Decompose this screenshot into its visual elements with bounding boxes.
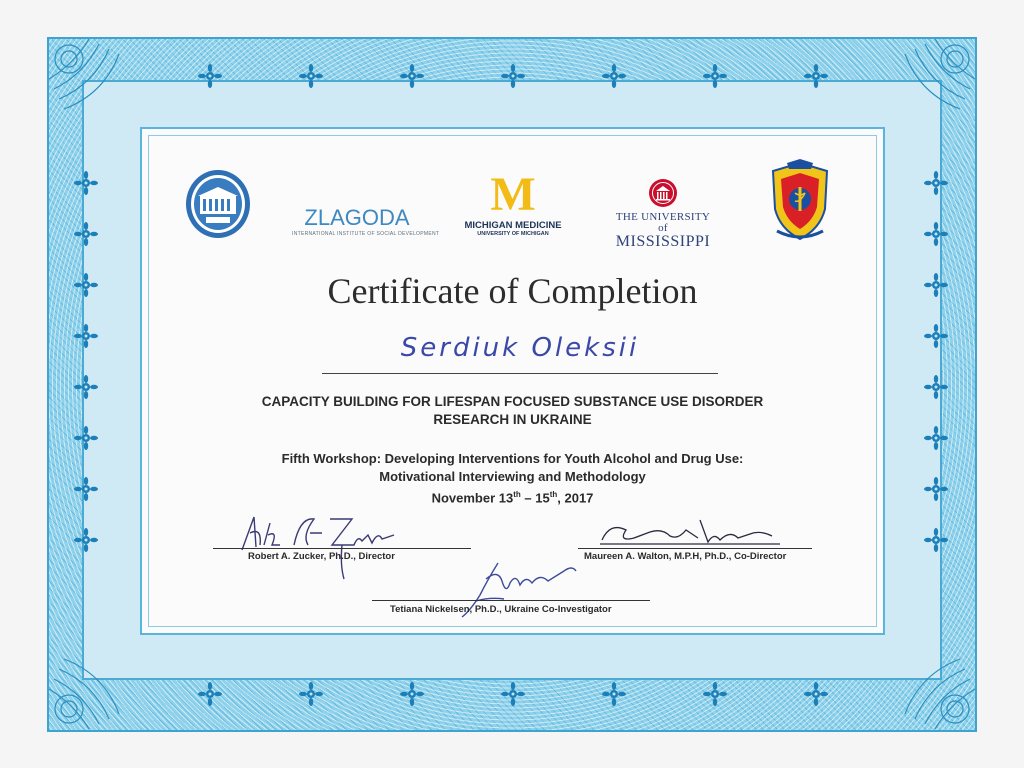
rosette-icon — [924, 171, 948, 195]
rosette-icon — [74, 375, 98, 399]
workshop-description — [160, 450, 865, 507]
rosette-icon — [74, 426, 98, 450]
program-title-line2: RESEARCH IN UKRAINE — [433, 412, 592, 427]
rosette-icon — [804, 64, 828, 88]
rosette-icon — [299, 682, 323, 706]
date-sup: th — [549, 490, 558, 499]
recipient-name-line — [322, 333, 718, 374]
corner-ornament-icon — [44, 644, 134, 734]
signatory-right: Maureen A. Walton, M.P.H, Ph.D., Co-Director — [584, 551, 787, 562]
signatory-center: Tetiana Nickelsen, Ph.D., Ukraine Co-Investigator — [390, 604, 612, 615]
recipient-name: Serdiuk Oleksii — [400, 333, 640, 363]
michigan-line2: UNIVERSITY OF MICHIGAN — [477, 231, 549, 237]
rosette-icon — [74, 324, 98, 348]
rosette-icon — [703, 682, 727, 706]
lyceum-seal-icon — [648, 178, 678, 208]
rosette-icon — [501, 64, 525, 88]
zlagoda-subtitle: INTERNATIONAL INSTITUTE OF SOCIAL DEVELOPMENT — [292, 231, 440, 237]
date-part: – 15 — [520, 490, 550, 506]
rosette-icon — [74, 477, 98, 501]
workshop-line2: Motivational Interviewing and Methodology — [379, 469, 646, 484]
date-part: , 2017 — [557, 490, 594, 506]
rosette-icon — [602, 682, 626, 706]
date-part: November 13 — [431, 490, 514, 506]
mississippi-line1: THE UNIVERSITY of — [615, 211, 711, 234]
program-title-line1: CAPACITY BUILDING FOR LIFESPAN FOCUSED SUBSTANCE USE DISORDER — [261, 394, 764, 409]
rosette-icon — [74, 222, 98, 246]
michigan-medicine-logo — [462, 168, 564, 244]
rosette-icon — [924, 375, 948, 399]
rosette-icon — [400, 682, 424, 706]
signature-line-left — [213, 548, 471, 549]
mississippi-line2: MISSISSIPPI — [615, 233, 711, 250]
rosette-icon — [74, 528, 98, 552]
rosette-icon — [501, 682, 525, 706]
rosette-icon — [198, 682, 222, 706]
michigan-line1: MICHIGAN MEDICINE — [464, 220, 562, 231]
date-sup: th — [513, 490, 521, 499]
signature-line-right — [578, 548, 812, 549]
corner-ornament-icon — [44, 34, 134, 124]
rosette-icon — [924, 426, 948, 450]
rosette-icon — [74, 273, 98, 297]
program-title — [160, 393, 865, 429]
rosette-icon — [924, 222, 948, 246]
signatory-left: Robert A. Zucker, Ph.D., Director — [248, 551, 395, 562]
rosette-icon — [602, 64, 626, 88]
corner-ornament-icon — [890, 34, 980, 124]
signature-nickelsen — [440, 555, 590, 630]
rosette-icon — [924, 273, 948, 297]
rosette-icon — [924, 324, 948, 348]
workshop-line1: Fifth Workshop: Developing Interventions for Youth Alcohol and Drug Use: — [281, 451, 744, 466]
rosette-icon — [804, 682, 828, 706]
zlagoda-name: ZLAGODA — [304, 205, 410, 230]
rosette-icon — [198, 64, 222, 88]
university-seal-logo — [184, 168, 252, 240]
rosette-icon — [703, 64, 727, 88]
certificate-title: Certificate of Completion — [327, 271, 698, 311]
signature-line-center — [372, 600, 650, 601]
university-of-mississippi-logo — [611, 178, 715, 250]
university-crest-logo — [765, 157, 835, 243]
rosette-icon — [924, 528, 948, 552]
corner-ornament-icon — [890, 644, 980, 734]
rosette-icon — [299, 64, 323, 88]
michigan-block-m-icon: M — [490, 168, 536, 221]
rosette-icon — [74, 171, 98, 195]
zlagoda-logo — [292, 205, 440, 246]
rosette-icon — [400, 64, 424, 88]
rosette-icon — [924, 477, 948, 501]
